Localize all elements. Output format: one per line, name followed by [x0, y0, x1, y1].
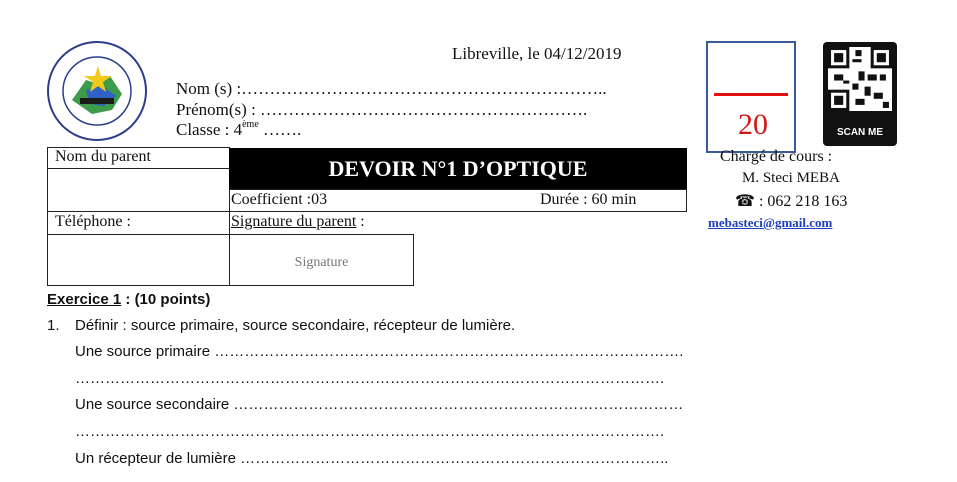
teacher-email-link[interactable]: mebasteci@gmail.com	[708, 215, 833, 230]
teacher-role: Chargé de cours :	[720, 148, 833, 165]
score-line	[714, 93, 788, 96]
qr-code-icon	[828, 47, 892, 111]
question-number: 1.	[47, 317, 60, 334]
question-text: Définir : source primaire, source secondaire, récepteur de lumière.	[75, 317, 516, 334]
classe-prefix: Classe : 4	[176, 120, 243, 139]
exercise-heading	[47, 291, 210, 308]
exam-title: DEVOIR N°1 D’OPTIQUE	[229, 148, 687, 190]
phone-icon: ☎	[735, 193, 755, 210]
signature-label-text: Signature du parent	[231, 213, 357, 230]
signature-colon: :	[356, 213, 365, 230]
telephone-label: Téléphone :	[55, 213, 131, 230]
telephone-divider	[47, 234, 230, 235]
qr-scan-label: SCAN ME	[836, 127, 884, 138]
teacher-phone-number: : 062 218 163	[754, 193, 848, 210]
score-denominator: 20	[738, 108, 768, 141]
answer-line-source-secondaire[interactable]: Une source secondaire ………………………………………………………………………………	[75, 396, 684, 413]
parent-name-label: Nom du parent	[55, 148, 151, 165]
answer-line-continuation-2[interactable]: ……………………………………………………………………………………………………….	[75, 423, 665, 440]
classe-field[interactable]	[176, 120, 301, 140]
answer-line-source-primaire[interactable]: Une source primaire ………………………………………………………………………………….	[75, 343, 684, 360]
nom-field[interactable]: Nom (s) :………………………………………………………..	[176, 79, 607, 98]
school-logo	[46, 40, 148, 142]
answer-line-recepteur[interactable]: Un récepteur de lumière …………………………………………………………………………..	[75, 450, 669, 467]
exercise-points: : (10 points)	[121, 291, 211, 308]
coefficient: Coefficient :03	[231, 191, 328, 208]
signature-placeholder: Signature	[294, 255, 349, 270]
exercise-title: Exercice 1	[47, 291, 122, 308]
teacher-name: M. Steci MEBA	[742, 170, 840, 186]
prenom-field[interactable]: Prénom(s) : ………………………………………………….	[176, 100, 588, 119]
classe-sup: ème	[242, 119, 259, 130]
classe-suffix: …….	[258, 120, 302, 139]
duration: Durée : 60 min	[540, 191, 637, 208]
answer-line-continuation-1[interactable]: ……………………………………………………………………………………………………….	[75, 370, 665, 387]
parent-label-divider	[47, 168, 230, 169]
parent-signature-label	[231, 213, 365, 231]
date-line: Libreville, le 04/12/2019	[452, 44, 622, 63]
teacher-phone	[735, 191, 847, 211]
